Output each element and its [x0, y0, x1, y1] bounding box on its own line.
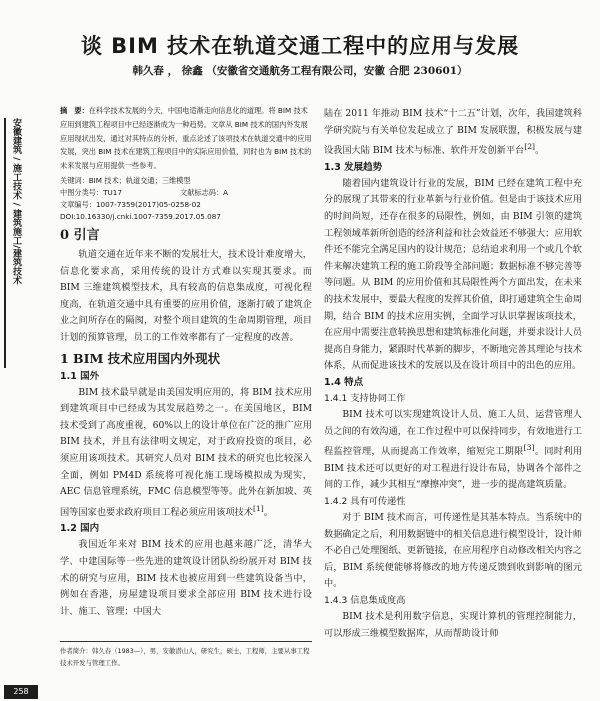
journal-sidebar-text: 安徽建筑 / 施工技术 / 建筑施工/建筑技术: [11, 118, 21, 285]
doi: DOI:10.16330/j.cnki.1007-7359.2017.05.087: [60, 211, 221, 221]
section-1-1-end: 。: [263, 506, 273, 518]
section-1-title: 1 BIM 技术应用国内外现状: [60, 350, 221, 366]
citation-1: [1]: [252, 503, 264, 513]
clc-number: 中图分类号：TU17: [60, 187, 122, 197]
section-1-4-3-paragraph: BIM 技术是利用数字信息，实现计算机的管理控制能力，可以形成三维模型数据库，从而帮助设计师: [324, 610, 582, 639]
journal-sidebar: [4, 118, 26, 368]
section-1-4-title: 1.4 特点: [324, 376, 364, 388]
abstract-label: 摘 要：: [60, 106, 89, 115]
document-code: 文献标志码：A: [180, 187, 229, 197]
paper-title: 谈 BIM 技术在轨道交通工程中的应用与发展: [80, 34, 520, 58]
author-footnote: 作者简介：韩久春（1983—），男，安徽潜山人，研究生，硕士，工程师，主要从事工程技术开发与管理工作。: [60, 641, 312, 669]
section-1-4-1-title: 1.4.1 支持协同工作: [324, 392, 406, 404]
section-1-2-title: 1.2 国内: [60, 523, 100, 535]
article-meta: [60, 175, 312, 223]
section-1-4-2-paragraph: 对于 BIM 技术而言，可传递性是其基本特点。当系统中的数据确定之后，利用数据链中的相关信息进行模型设计，设计师不必自己处理图纸、更新链接，在应用程序自动修改相关内容之后，BIM 系统便能够将修改的地方传递反馈到收到影响的图元中。: [324, 512, 582, 590]
section-1-4-2-title: 1.4.2 具有可传递性: [324, 496, 406, 507]
keywords: 关键词：BIM 技术；轨道交通；三维模型: [60, 175, 191, 185]
section-1-4-3-title: 1.4.3 信息集成度高: [324, 594, 406, 606]
abstract-text: 在科学技术发展的今天，中国电适渐走向信息化的道理。将 BIM 技术应用到建筑工程项目中已经逐渐成为一种趋势。文章从 BIM 技术的国内外发展应用现状出发，通过对其特点的分析，重点论述了该项技术在轨道交通中的应用发展，突出 BIM 技术在建筑工程项目中的实际应用价值，同时也为 BIM 技术的未来发展与应用提供一些参考。: [60, 106, 312, 171]
section-1-4-1-text-b: 。同时利用 BIM 技术还可以更好的对工程进行设计布局，协调各个部件之间的工作，减少其相互“摩擦冲突”，进一步的提高建筑质量。: [324, 446, 583, 491]
citation-2: [2]: [524, 142, 536, 152]
page-number: 258: [4, 685, 38, 699]
section-1-2-continued: [324, 106, 582, 160]
citation-3: [3]: [523, 443, 535, 453]
section-1-1-title: 1.1 国外: [60, 370, 100, 382]
section-1-1-text: BIM 技术最早就是由美国发明应用的，将 BIM 技术应用到建筑项目中已经成为其发展趋势之一。在美国地区，BIM 技术受到了高度重视，60%以上的设计单位在广泛的推广应用 BIM 技术，并且有法律明文规定，对于政府投资的项目，必须应用该项技术。其研究人员对 BIM 技术的研究也比较深入全面，例如 PM4D 系统将可视化施工现场模拟成为现实，AEC 信息管理系统，FMC 信息模型等等。此外在新加坡、英国等国家也要求政府项目工程必须应用该项技术: [60, 386, 312, 518]
article-id: 文章编号：1007-7359(2017)05-0258-02: [60, 199, 201, 209]
section-1-4-1-text: BIM 技术可以实现建筑设计人员、施工人员、运营管理人员之间的有效沟通，在工作过程中可以保持同步，有效地进行工程监控管理，从而提高工作效率，缩短完工期限: [324, 408, 582, 458]
paper-authors: 韩久春 ， 徐鑫 （安徽省交通航务工程有限公司，安徽 合肥 230601）: [132, 65, 468, 77]
section-0-title: 0 引言: [60, 227, 100, 243]
section-1-1-paragraph: [60, 385, 312, 522]
section-0-paragraph: 轨道交通在近年来不断的发展壮大，技术设计难度增大，信息化要求高，采用传统的设计方式难以实现其要求。而 BIM 三维建筑模型技术，具有较高的信息集成度，可视化程度高，在轨道交通中具有重要的应用价值，逐渐打破了建筑企业之间所存在的隔阂，对整个项目建筑的生命周期管理，项目计划的预算管理，员工的工作效率都有了一定程度的改善。: [60, 248, 312, 343]
left-column: [60, 104, 312, 620]
section-1-4-1-paragraph: [324, 407, 582, 494]
section-1-2-continued-end: 。: [535, 145, 545, 157]
section-1-3-title: 1.3 发展趋势: [324, 161, 383, 173]
abstract: [60, 104, 312, 173]
right-column: [324, 106, 582, 642]
section-1-2-paragraph: 我国近年来对 BIM 技术的应用也越来越广泛，清华大学、中建国际等一些先进的建筑设计团队纷纷展开对 BIM 技术的研究与应用，BIM 技术也被应用到一些建筑设备当中，例如在香港，房屋建设项目要求全部应用 BIM 技术进行设计、施工、管理；中国大: [60, 539, 312, 617]
section-1-3-paragraph: 随着国内建筑设计行业的发展，BIM 已经在建筑工程中充分的展现了其带来的行业革新与行业价值。但是由于该技术应用的时间尚短，还存在很多的局限性，例如，由 BIM 引领的建筑工程领域革新所创造的经济利益和社会效益还不够强大；应用软件还不能完全满足国内的设计规范；总结追求利用一个或几个软件来解决建筑工程的施工阶段等全部问题；数据标准不够完善等等问题。从 BIM 的应用价值和其局限性两个方面出发，在未来的技术发展中，要最大程度的发挥其价值，即打通建筑全生命周期，结合 BIM 的技术应用实例，全面学习认识掌握该项技术，在应用中需要注意转换思想和建筑标准化问题，并要求设计人员提高自身能力，紧跟时代革新的脚步，不断地完善其理论与技术体系，从而促进该技术的发展以及在设计项目中的出色的应用。: [324, 177, 582, 372]
section-1-2-continued-text: 陆在 2011 年推动 BIM 技术“十二五”计划，次年，我国建筑科学研究院与有关单位发起成立了 BIM 发展联盟，积极发展与建设我国大陆 BIM 技术与标准、软件开发创新平台: [324, 108, 582, 157]
